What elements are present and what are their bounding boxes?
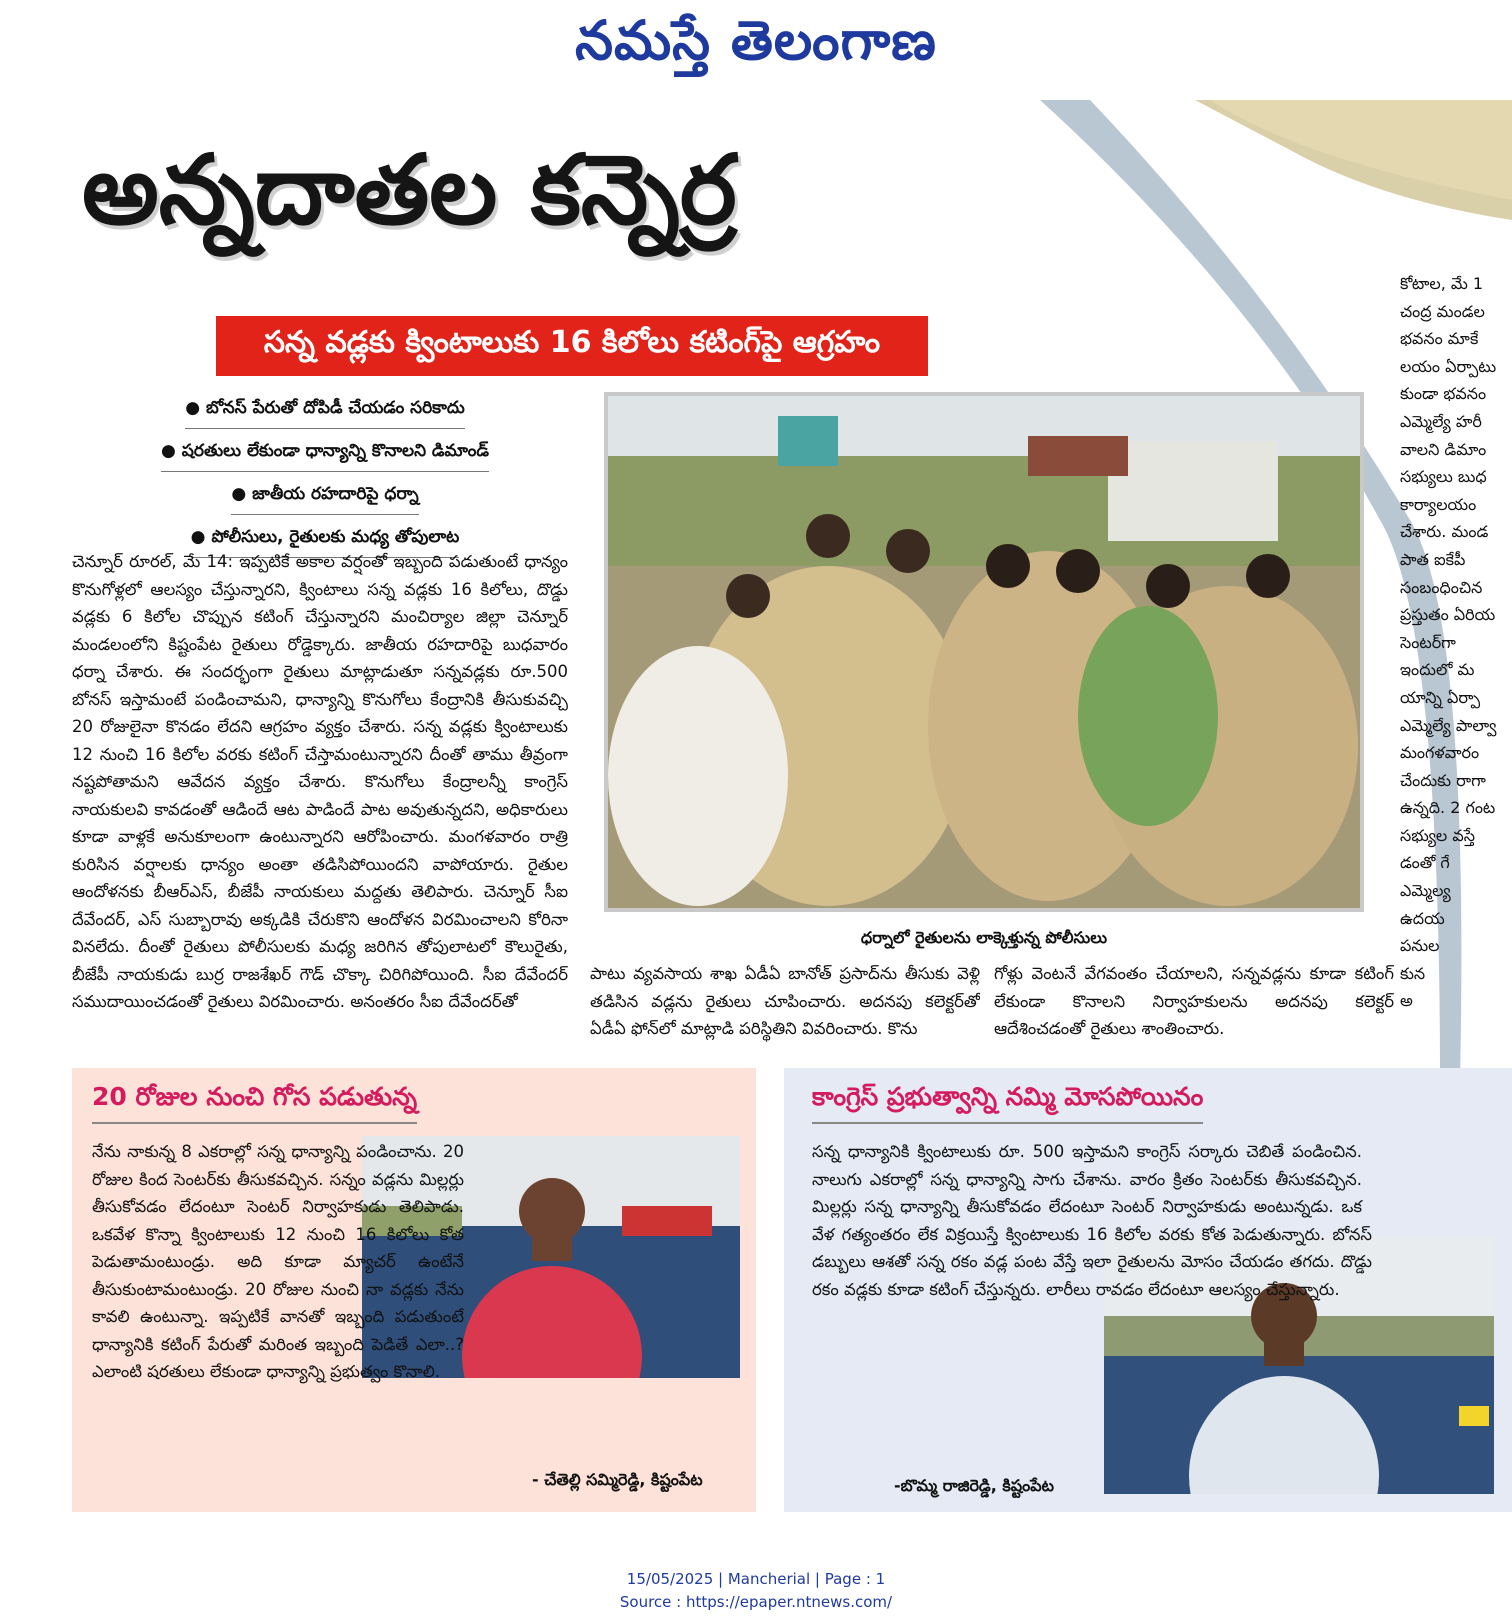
strip-line: కార్యాలయం [1400,494,1477,514]
strip-line: వాలని డిమాం [1400,439,1487,459]
strip-line: సభ్యుల వస్తే [1400,825,1475,845]
strip-line: పాత ఐకేపీ [1400,549,1466,569]
strip-line: సెంటర్‌గా [1400,632,1456,652]
protest-photo [604,392,1364,912]
testimonial-text [92,1138,732,1478]
bullet-item: ● జాతీయ రహదారిపై ధర్నా [231,478,418,515]
strip-line: చంద్ర మండల [1400,301,1485,321]
testimonial-byline: -బొమ్మ రాజిరెడ్డి, కిష్టంపేట [894,1476,1055,1495]
strip-line: ఉన్నది. 2 గంట [1400,798,1496,818]
strip-line: సభ్యులు బుధ [1400,467,1487,487]
bullet-item: ● షరతులు లేకుండా ధాన్యాన్ని కొనాలని డిమాండ్ [161,435,489,472]
strip-line: భవనం మాకే [1400,329,1479,349]
testimonial-text-content: సన్న ధాన్యానికి క్వింటాలుకు రూ. 500 ఇస్తామని కాంగ్రెస్ సర్కారు చెబితే పండించిన. నాలుగు ఎకరాల్లో సన్న ధాన్యాన్ని సాగు చేశాను. వారం క్రితం సెంటర్‌కు తీసుకవచ్చిన. మిల్లర్లు సన్న ధాన్యాన్ని తీసుకోవడం లేదంటూ సెంటర్ నిర్వాహకుడు అంటున్నడు. ఒక వేళ గత్యంతరం లేక విక్రయిస్తే క్వింటాలుకు 16 కిలోల వరకు కోత పెడుతున్నారు. బోనస్ డబ్బులు ఆశతో సన్న రకం వడ్ల పంట వేస్తే ఇలా రైతులను మోసం చేయడం తగదు. దొడ్డు రకం వడ్లకు కూడా కటింగ్ చేస్తున్నరు. లారీలు రావడం లేదంటూ ఆలస్యం చేస్తున్నారు. [812,1142,1372,1299]
strip-line: సంబంధించిన [1400,577,1483,597]
strip-line: కున [1400,963,1426,983]
adjacent-article-strip [1400,270,1512,1040]
bullet-item: ● బోనస్ పేరుతో దోపిడీ చేయడం సరికాదు [185,392,465,429]
strip-line: ఎమ్మెల్య [1400,881,1451,901]
main-article-text: చెన్నూర్ రూరల్, మే 14: ఇప్పటికే అకాల వర్షంతో ఇబ్బంది పడుతుంటే ధాన్యం కొనుగోళ్లలో ఆలస్యం చేస్తున్నారని, క్వింటాలు సన్న వడ్లకు 16 కిలోలు, దొడ్డు వడ్లకు 6 కిలోల చొప్పున కటింగ్ చేస్తున్నారని మంచిర్యాల జిల్లా చెన్నూర్ మండలంలోని కిష్టంపేట రైతులు రోడ్డెక్కారు. జాతీయ రహదారిపై బుధవారం ధర్నా చేశారు. ఈ సందర్భంగా రైతులు మాట్లాడుతూ సన్నవడ్లకు రూ.500 బోనస్ ఇస్తామంటే పండించామని, ధాన్యాన్ని కొనుగోలు కేంద్రానికి తీసుకువచ్చి 20 రోజులైనా కొనడం లేదని ఆగ్రహం వ్యక్తం చేశారు. సన్న వడ్లకు క్వింటాలుకు 12 నుంచి 16 కిలోల వరకు కటింగ్ చేస్తామంటున్నారని దీంతో తాము తీవ్రంగా నష్టపోతామని ఆవేదన వ్యక్తం చేశారు. కొనుగోలు కేంద్రాలన్నీ కాంగ్రెస్ నాయకులవి కావడంతో ఆడిందే ఆట పాడిందే పాట అవుతున్నదని, అధికారులు కూడా వాళ్లకే అనుకూలంగా ఉంటున్నారని ఆరోపించారు. మంగళవారం రాత్రి కురిసిన వర్షాలకు ధాన్యం అంతా తడిసిపోయిందని వాపోయారు. రైతుల ఆందోళనకు బీఆర్ఎస్, బీజేపీ నాయకులు మద్దతు తెలిపారు. చెన్నూర్ సీఐ దేవేందర్, ఎస్ సుబ్బారావు అక్కడికి చేరుకొని ఆందోళన విరమించాలని కోరినా వినలేదు. దీంతో రైతులు పోలీసులకు మధ్య జరిగిన తోపులాటలో కౌలురైతు, బీజేపీ నాయకుడు బుర్ర రాజశేఖర్ గౌడ్ చొక్కా చిరిగిపోయింది. సీఐ దేవేందర్ సముదాయించడంతో రైతులు విరమించారు. అనంతరం సీఐ దేవేందర్‌తో [72,552,568,1011]
strip-line: ఉదయ [1400,908,1445,928]
strip-line: ఎమ్మెల్యే పాల్వా [1400,715,1497,735]
article-continuation-col2: గోళ్లు వెంటనే వేగవంతం చేయాలని, సన్నవడ్లను కూడా కటింగ్ లేకుండా కొనాలని నిర్వాహకులను అదనపు కలెక్టర్ ఆదేశించడంతో రైతులు శాంతించారు. [994,964,1394,1038]
article-continuation-col1: పాటు వ్యవసాయ శాఖ ఏడీఏ బానోత్ ప్రసాద్‌ను తీసుకు వెళ్లి తడిసిన వడ్లను రైతులు చూపించారు. అదనపు కలెక్టర్‌తో ఏడీఏ ఫోన్‌లో మాట్లాడి పరిస్థితిని వివరించారు. కొను [590,964,980,1038]
strip-line: మంగళవారం [1400,743,1480,763]
testimonial-text [812,1138,1372,1486]
page-footer [0,1568,1512,1614]
strip-line: లయం ఏర్పాటు [1400,356,1497,376]
headline: అన్నదాతల కన్నెర్ర [82,134,737,246]
strip-line: డంతో గే [1400,853,1450,873]
strip-line: చేందుకు రాగా [1400,770,1486,790]
strip-line: ఎమ్మెల్యే హరీ [1400,411,1482,431]
bullet-points [90,392,560,564]
footer-source-line: Source : https://epaper.ntnews.com/ [619,1593,893,1611]
subheadline: సన్న వడ్లకు క్వింటాలుకు 16 కిలోలు కటింగ్‌పై ఆగ్రహం [216,316,928,376]
strip-line: ఇందులో మ [1400,660,1475,680]
strip-line: అ [1400,991,1413,1011]
strip-line: ప్రస్తుతం ఏరియ [1400,605,1496,625]
bullet-item: ● పోలీసులు, రైతులకు మధ్య తోపులాట [191,521,460,558]
testimonial-byline: - చేతెల్లి సమ్మిరెడ్డి, కిష్టంపేట [532,1470,703,1489]
strip-line: పనుల [1400,936,1440,956]
strip-line: చేశారు. మండ [1400,522,1489,542]
testimonial-text-content: నేను నాకున్న 8 ఎకరాల్లో సన్న ధాన్యాన్ని పండించాను. 20 రోజుల కింద సెంటర్‌కు తీసుకవచ్చిన. సన్నం వడ్లను మిల్లర్లు తీసుకోవడం లేదంటూ సెంటర్ నిర్వాహకుడు తెలిపాడు. ఒకవేళ కొన్నా క్వింటాలుకు 12 నుంచి 16 కిలోలు కోత పెడుతామంటుండ్రు. అది కూడా మ్యాచర్ ఉంటేనే తీసుకుంటామంటుండ్రు. 20 రోజుల నుంచి నా వడ్లకు నేను కావలి ఉంటున్నా. ఇప్పటికే వానతో ఇబ్బంది పడుతుంటే ధాన్యానికి కటింగ్ పేరుతో మరింత ఇబ్బంది పెడితే ఎలా..? ఎలాంటి షరతులు లేకుండా ధాన్యాన్ని ప్రభుత్వం కొనాలి. [92,1142,464,1381]
masthead: నమస్తే తెలంగాణ [575,8,937,72]
testimonial-box-left [72,1068,756,1512]
strip-line: యాన్ని ఏర్పా [1400,687,1481,707]
photo-caption: ధర్నాలో రైతులను లాక్కెళ్తున్న పోలీసులు [860,928,1108,947]
footer-date-line: 15/05/2025 | Mancherial | Page : 1 [626,1570,886,1588]
testimonial-box-right [784,1068,1512,1512]
testimonial-title: కాంగ్రెస్ ప్రభుత్వాన్ని నమ్మి మోసపోయినం [812,1082,1203,1124]
strip-line: కోటాల, మే 1 [1400,274,1484,293]
testimonial-title: 20 రోజుల నుంచి గోస పడుతున్న [92,1082,417,1124]
strip-line: కుండా భవనం [1400,384,1487,404]
